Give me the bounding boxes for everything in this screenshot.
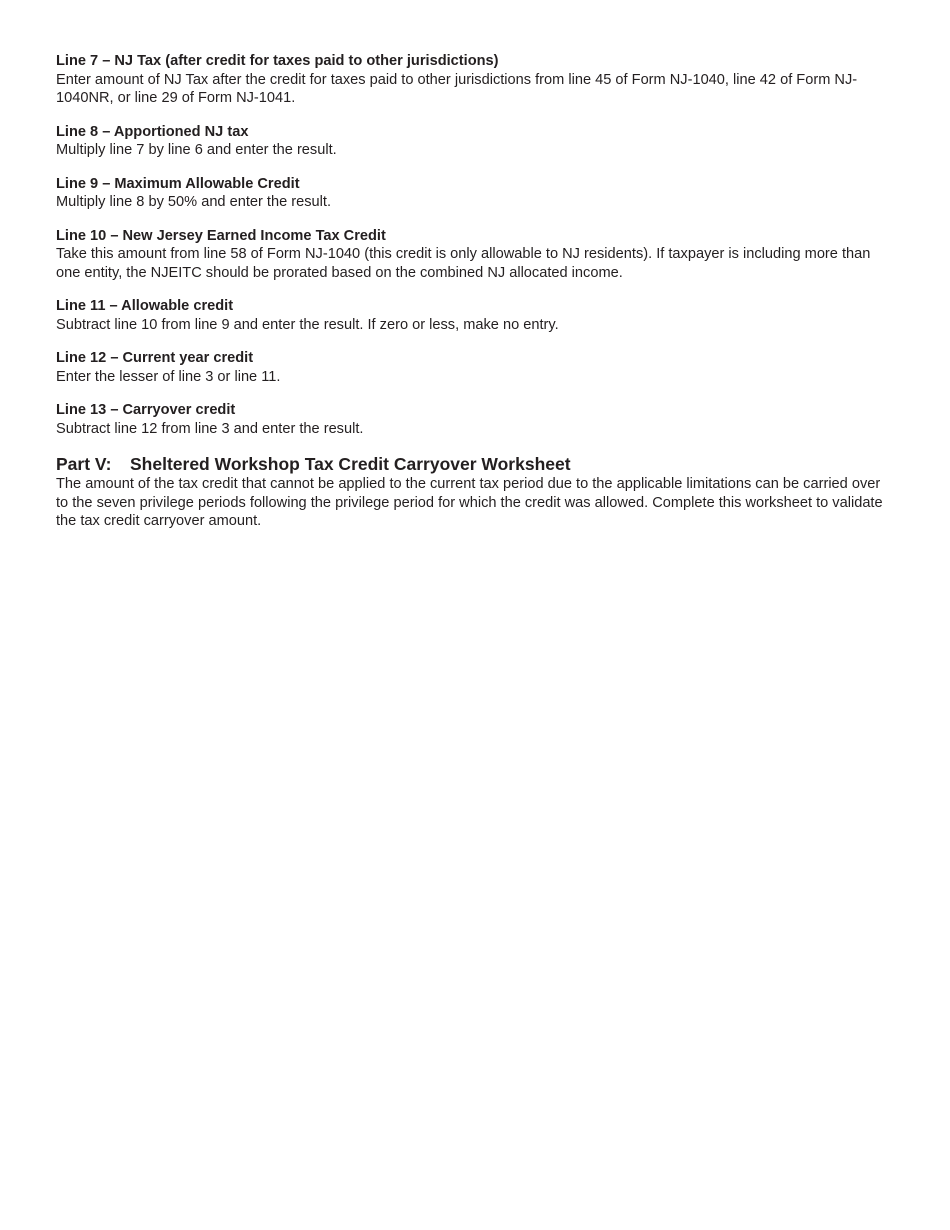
- document-page: [56, 52, 886, 546]
- line-10-section: [56, 227, 886, 283]
- line-12-section: [56, 349, 886, 386]
- line-13-instructions: Subtract line 12 from line 3 and enter the result.: [56, 420, 364, 437]
- line-9-instructions: Multiply line 8 by 50% and enter the result.: [56, 194, 332, 210]
- line-11-heading: Line 11 – Allowable credit: [56, 298, 234, 314]
- line-13-heading: Line 13 – Carryover credit: [56, 402, 236, 418]
- line-11-section: [56, 297, 886, 334]
- line-8-section: [56, 123, 886, 160]
- line-7-heading: Line 7 – NJ Tax (after credit for taxes paid to other jurisdictions): [56, 53, 499, 69]
- line-12-heading: Line 12 – Current year credit: [56, 350, 254, 366]
- line-7-instructions: Enter amount of NJ Tax after the credit for taxes paid to other jurisdictions from line 45 of Form NJ-1040, line 42 of Form NJ-1040NR, or line 29 of Form NJ-1041.: [56, 71, 858, 106]
- line-8-heading: Line 8 – Apportioned NJ tax: [56, 123, 249, 140]
- part-v-title: Sheltered Workshop Tax Credit Carryover Worksheet: [130, 454, 571, 474]
- line-13-section: [56, 401, 886, 438]
- part-v-description: The amount of the tax credit that cannot be applied to the current tax period due to the applicable limitations can be carried over to the seven privilege periods following the privilege period for which the credit was allowed. Complete this worksheet to validate the tax credit carryover amount.: [56, 476, 883, 529]
- line-12-instructions: Enter the lesser of line 3 or line 11.: [56, 368, 281, 385]
- part-v-section: [56, 453, 886, 531]
- line-9-heading: Line 9 – Maximum Allowable Credit: [56, 175, 300, 192]
- line-11-instructions: Subtract line 10 from line 9 and enter the result. If zero or less, make no entry.: [56, 316, 559, 333]
- line-8-instructions: Multiply line 7 by line 6 and enter the result.: [56, 142, 337, 158]
- line-10-instructions: Take this amount from line 58 of Form NJ-1040 (this credit is only allowable to NJ residents). If taxpayer is including more than one entity, the NJEITC should be prorated based on the combined NJ allocated income.: [56, 246, 871, 281]
- line-7-section: [56, 52, 886, 108]
- line-9-section: [56, 175, 886, 212]
- part-v-heading: [56, 453, 886, 475]
- line-10-heading: Line 10 – New Jersey Earned Income Tax Credit: [56, 227, 386, 244]
- part-v-label: Part V:: [56, 454, 112, 474]
